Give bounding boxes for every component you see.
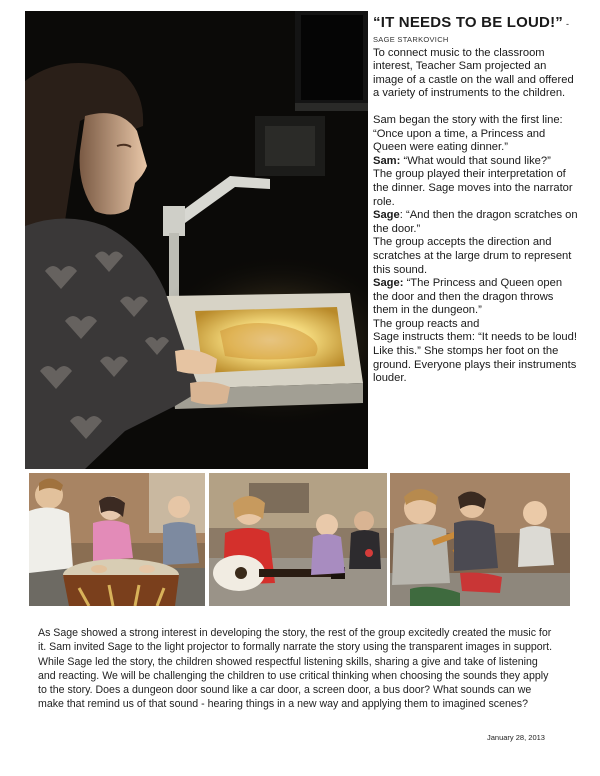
story-author: SAGE STARKOVICH — [373, 35, 449, 44]
photo-children-sticks — [390, 473, 570, 606]
speaker-label: Sage: — [373, 277, 404, 290]
speaker-line: “The Princess and Queen open the door and then the dragon throws them in the dungeon.” — [373, 277, 563, 317]
story-paragraph-3: The group played their interpretation of the dinner. Sage moves into the narrator role. — [373, 168, 573, 208]
story-paragraph-2 — [373, 155, 578, 169]
main-photo — [25, 11, 368, 469]
story-title — [373, 14, 578, 33]
story-column — [373, 14, 578, 386]
children-drum-illustration — [29, 473, 205, 606]
photo-children-drum — [29, 473, 205, 606]
story-paragraph-8: Sage instructs them: “It needs to be loud! Like this.” She stomps her foot on the ground. Everyone plays their instruments louder. — [373, 331, 577, 385]
speaker-line: “What would that sound like?” — [400, 154, 551, 167]
child-at-projector-illustration — [25, 11, 368, 469]
story-paragraph-5: The group accepts the direction and scratches at the large drum to represent this sound. — [373, 236, 572, 276]
story-paragraph-6 — [373, 277, 578, 318]
title-dash: - — [565, 19, 570, 29]
children-guitar-illustration — [209, 473, 387, 606]
summary-paragraph: As Sage showed a strong interest in developing the story, the rest of the group excitedly created the music for it. Sam invited Sage to the light projector to formally narrate the story using the transparent images in support. While Sage led the story, the children showed respectful listening skills, sharing a give and take of listening and reacting. We will be challenging the children to use critical thinking when choosing the sounds they apply to the story. Does a dungeon door sound like a car door, a screen door, a bus door? What sounds can we make that remind us of that sound - hearing things in a new way and applying them to imagined scenes? — [38, 627, 553, 711]
children-sticks-illustration — [390, 473, 570, 606]
document-date: January 28, 2013 — [487, 733, 545, 742]
story-paragraph-4 — [373, 209, 578, 236]
story-intro: To connect music to the classroom interest, Teacher Sam projected an image of a castle on the wall and offered a variety of instruments to the children. — [373, 46, 574, 100]
title-text: “IT NEEDS TO BE LOUD!” — [373, 14, 563, 31]
story-paragraph-7: The group reacts and — [373, 317, 480, 330]
story-paragraph-1: Sam began the story with the first line: “Once upon a time, a Princess and Queen were eating dinner.” — [373, 113, 563, 154]
speaker-label: Sam: — [373, 154, 401, 167]
speaker-line: : “And then the dragon scratches on the door.” — [373, 209, 578, 235]
photo-children-guitar — [209, 473, 387, 606]
speaker-label: Sage — [373, 209, 400, 222]
